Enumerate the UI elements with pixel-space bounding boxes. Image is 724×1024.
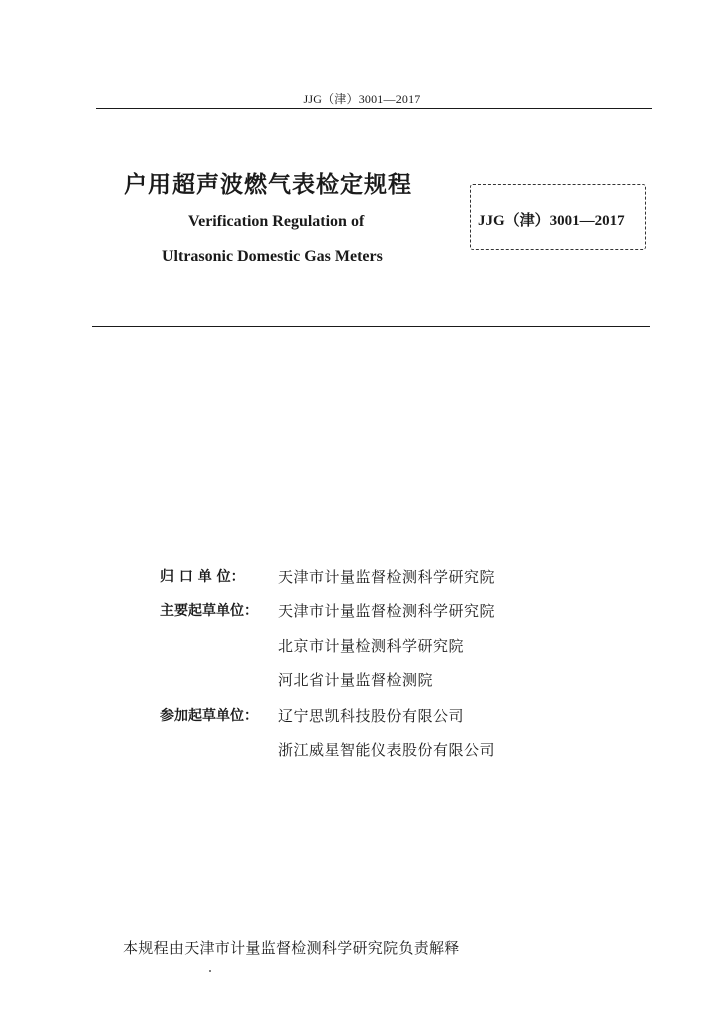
- main-drafting-unit-1: 天津市计量监督检测科学研究院: [278, 602, 496, 620]
- main-drafting-unit-2: 北京市计量检测科学研究院: [278, 637, 465, 655]
- header-rule: [96, 108, 652, 109]
- responsible-unit-label-text: 归 口 单 位：: [160, 569, 245, 585]
- title-chinese: 户用超声波燃气表检定规程: [124, 172, 412, 198]
- participating-drafting-label: 参加起草单位：: [160, 708, 258, 724]
- scan-speck: [209, 970, 211, 972]
- responsible-unit-label: [160, 566, 245, 586]
- title-rule: [92, 326, 650, 327]
- title-english-line-2: Ultrasonic Domestic Gas Meters: [162, 248, 383, 265]
- participating-unit-2: 浙江威星智能仪表股份有限公司: [278, 741, 496, 759]
- title-english-line-1: Verification Regulation of: [188, 213, 365, 230]
- responsible-unit-value: 天津市计量监督检测科学研究院: [278, 568, 496, 586]
- main-drafting-label: 主要起草单位：: [160, 603, 258, 619]
- main-drafting-unit-3: 河北省计量监督检测院: [278, 671, 434, 689]
- participating-unit-1: 辽宁思凯科技股份有限公司: [278, 707, 465, 725]
- standard-code: JJG（津）3001—2017: [478, 213, 625, 229]
- running-header: JJG（津）3001—2017: [303, 92, 421, 106]
- interpretation-note: 本规程由天津市计量监督检测科学研究院负责解释: [123, 939, 460, 957]
